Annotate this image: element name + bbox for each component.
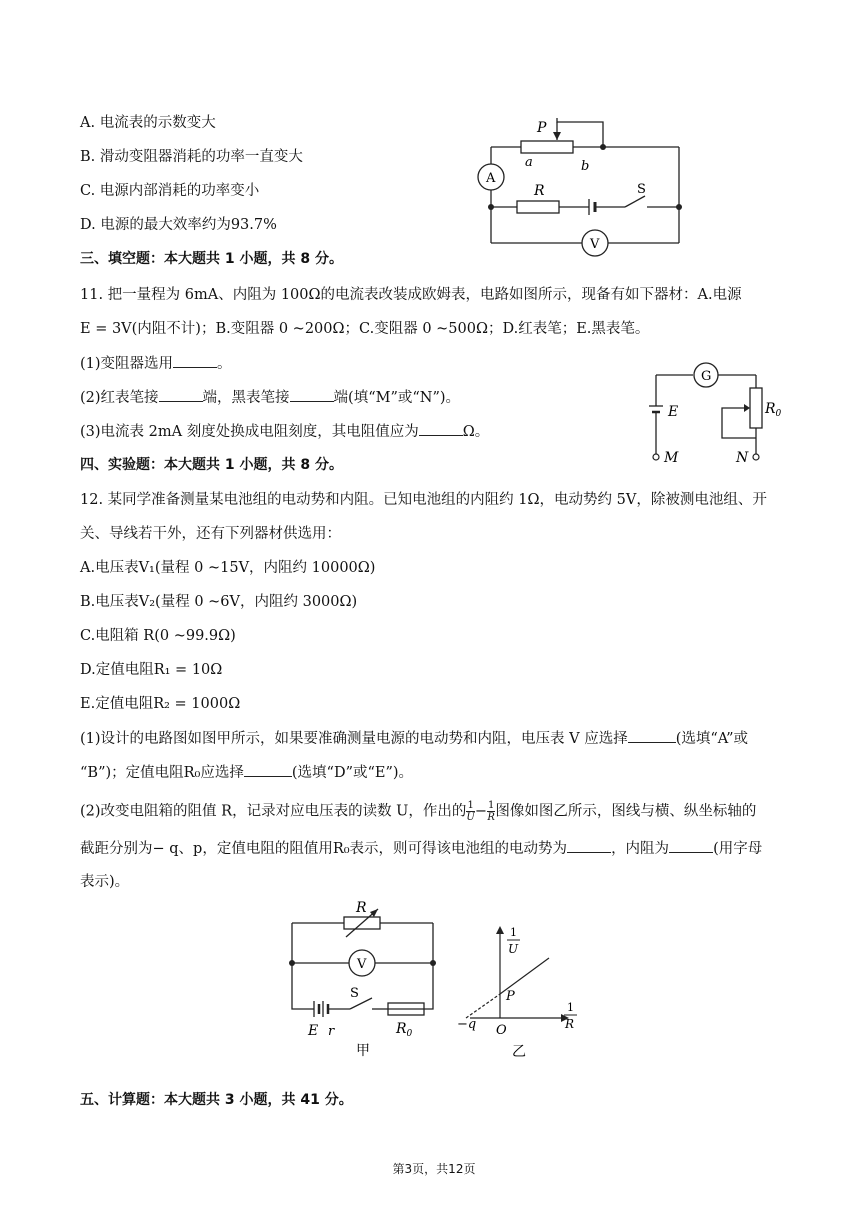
page-footer: 第3页，共12页	[392, 1162, 476, 1176]
terminal-M: M	[664, 450, 679, 466]
galvanometer-label: G	[701, 369, 712, 384]
section-5-heading: 五、计算题：本大题共 3 小题，共 41 分。	[80, 1092, 353, 1108]
q12-p2b-mid: ，内阻为	[611, 841, 670, 857]
q11-p2-text: (2)红表笔接	[80, 390, 159, 406]
figure-caption-yi: 乙	[512, 1044, 526, 1060]
terminal-N: N	[736, 450, 749, 466]
q12-p2b-end: (用字母	[713, 841, 763, 857]
q11-part1	[80, 353, 232, 374]
x-axis-label-num: 1	[567, 1001, 574, 1014]
answer-blank[interactable]	[628, 728, 676, 743]
q12-part2-end: 表示)。	[80, 874, 130, 890]
section-3-heading: 三、填空题：本大题共 1 小题，共 8 分。	[80, 251, 343, 267]
circuit-diagram-jia	[280, 895, 445, 1065]
q11-line2: E = 3V(内阻不计)；B.变阻器 0 ~200Ω；C.变阻器 0 ~500Ω；D.红表笔；E.黑表笔。	[80, 321, 650, 337]
label-R: R	[356, 900, 367, 916]
label-R0: $R_0$	[765, 401, 782, 419]
option-a: A. 电流表的示数变大	[80, 115, 216, 131]
minus-sign: −	[474, 803, 487, 820]
q12-p2-end: 图像如图乙所示，图线与横、纵坐标轴的	[495, 803, 757, 820]
q11-p2-end: 端(填“M”或“N”)。	[333, 390, 461, 406]
q11-line1: 11. 把一量程为 6mA、内阻为 100Ω的电流表改装成欧姆表，电路如图所示，现备有如下器材：A.电源	[80, 287, 742, 303]
q11-part3	[80, 421, 489, 442]
fraction-1-over-U: $\frac{1}{U}$	[466, 800, 475, 823]
label-R: R	[534, 183, 545, 199]
graph-yi	[450, 920, 590, 1070]
label-S: S	[350, 986, 359, 1001]
y-axis-label-num: 1	[510, 926, 517, 939]
q12-option-d: D.定值电阻R₁ = 10Ω	[80, 662, 223, 678]
q11-part2	[80, 387, 460, 408]
ammeter-label: A	[486, 171, 496, 186]
q12-line2: 关、导线若干外，还有下列器材供选用：	[80, 526, 341, 542]
label-E: E	[668, 404, 679, 420]
label-E: E	[308, 1023, 319, 1039]
answer-blank[interactable]	[244, 762, 292, 777]
circuit-diagram-q11	[640, 358, 780, 470]
q12-p2b-text: 截距分别为− q、p，定值电阻的阻值用R₀表示，则可得该电池组的电动势为	[80, 841, 568, 857]
q11-p1-end: 。	[217, 356, 232, 372]
label-S: S	[637, 182, 646, 197]
q12-p1b-text: “B”)；定值电阻R₀应选择	[80, 765, 244, 781]
voltmeter-label: V	[357, 957, 367, 972]
label-r: r	[328, 1024, 335, 1039]
q12-p1-text: (1)设计的电路图如图甲所示，如果要准确测量电源的电动势和内阻，电压表 V 应选择	[80, 731, 628, 747]
answer-blank[interactable]	[159, 387, 203, 402]
q12-part2-cont	[80, 838, 762, 859]
option-c: C. 电源内部消耗的功率变小	[80, 183, 260, 199]
q11-p3-text: (3)电流表 2mA 刻度处换成电阻刻度，其电阻值应为	[80, 424, 419, 440]
section-4-heading: 四、实验题：本大题共 1 小题，共 8 分。	[80, 457, 343, 473]
q11-p3-end: Ω。	[462, 424, 490, 440]
voltmeter-label: V	[590, 237, 600, 252]
option-b: B. 滑动变阻器消耗的功率一直变大	[80, 149, 303, 165]
answer-blank[interactable]	[173, 353, 217, 368]
q11-p1-text: (1)变阻器选用	[80, 356, 174, 372]
x-axis-label-den: R	[565, 1017, 575, 1031]
q12-option-a: A.电压表V₁(量程 0 ~15V，内阻约 10000Ω)	[80, 560, 376, 576]
label-b: b	[581, 159, 590, 174]
q11-p2-mid: 端，黑表笔接	[202, 390, 290, 406]
answer-blank[interactable]	[290, 387, 334, 402]
answer-blank[interactable]	[419, 421, 463, 436]
q12-part1	[80, 728, 748, 749]
q12-part1-cont	[80, 762, 413, 783]
q12-option-e: E.定值电阻R₂ = 1000Ω	[80, 696, 241, 712]
q12-p1b-end: (选填“D”或“E”)。	[291, 765, 414, 781]
answer-blank[interactable]	[669, 838, 713, 853]
circuit-diagram-q10	[465, 110, 695, 260]
label-R0: $R_0$	[396, 1021, 413, 1039]
y-axis-label-den: U	[508, 942, 519, 956]
intercept-q: −q	[457, 1017, 477, 1032]
q12-p1-end: (选填“A”或	[675, 731, 749, 747]
q12-option-c: C.电阻箱 R(0 ~99.9Ω)	[80, 628, 236, 644]
fraction-1-over-R: $\frac{1}{R}$	[487, 800, 495, 823]
figure-caption-jia: 甲	[356, 1043, 370, 1059]
option-d: D. 电源的最大效率约为93.7%	[80, 217, 277, 233]
answer-blank[interactable]	[567, 838, 611, 853]
q12-line1: 12. 某同学准备测量某电池组的电动势和内阻。已知电池组的内阻约 1Ω，电动势约 5V，除被测电池组、开	[80, 492, 767, 508]
q12-p2-text: (2)改变电阻箱的阻值 R，记录对应电压表的读数 U，作出的	[80, 803, 467, 820]
q12-option-b: B.电压表V₂(量程 0 ~6V，内阻约 3000Ω)	[80, 594, 358, 610]
label-a: a	[525, 155, 533, 170]
intercept-p: P	[506, 989, 515, 1004]
origin-label: O	[496, 1023, 507, 1038]
q12-part2	[80, 800, 756, 823]
label-P: P	[537, 120, 547, 136]
